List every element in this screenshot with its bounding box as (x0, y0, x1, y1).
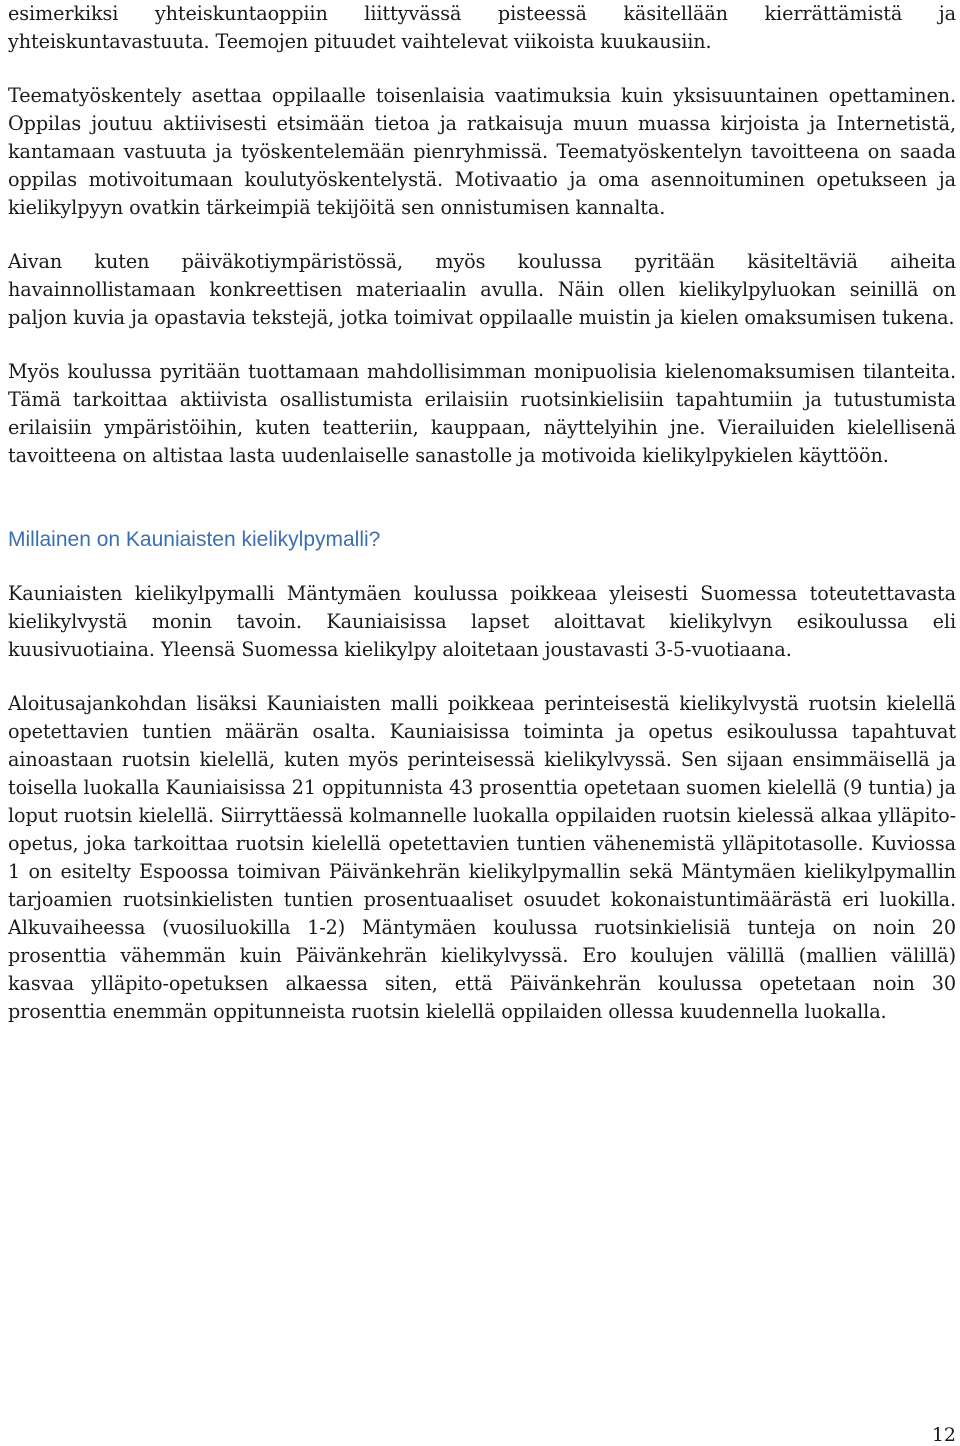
paragraph-gap (8, 332, 956, 358)
paragraph-topic-recycling: esimerkiksi yhteiskuntaoppiin liittyvässä pisteessä käsitellään kierrättämistä ja yhteiskuntavastuuta. Teemojen pituudet vaihtelevat viikoista kuukausiin. (8, 2, 956, 53)
section-heading: Millainen on Kauniaisten kielikylpymalli? (8, 528, 381, 551)
paragraph-gap (8, 56, 956, 82)
paragraph-gap (8, 222, 956, 248)
paragraph-concrete-material: Aivan kuten päiväkotiympäristössä, myös koulussa pyritään käsiteltäviä aiheita havainnollistamaan konkreettisen materiaalin avulla. Näin ollen kielikylpyluokan seinillä on paljon kuvia ja opastavia tekstejä, jotka toimivat oppilaalle muistin ja kielen omaksumisen tukena. (8, 250, 956, 329)
page-number: 12 (931, 1424, 956, 1446)
paragraph-kauniainen-model: Kauniaisten kielikylpymalli Mäntymäen koulussa poikkeaa yleisesti Suomessa toteutettavasta kielikylvystä monin tavoin. Kauniaisissa lapset aloittavat kielikylvyn esikoulussa eli kuusivuotiaina. Yleensä Suomessa kielikylpy aloitetaan joustavasti 3-5-vuotiaana. (8, 582, 956, 661)
paragraph-language-situations: Myös koulussa pyritään tuottamaan mahdollisimman monipuolisia kielenomaksumisen tilanteita. Tämä tarkoittaa aktiivista osallistumista erilaisiin ruotsinkielisiin tapahtumiin ja tutustumista erilaisiin ympäristöihin, kuten teatteriin, kauppaan, näyttelyihin jne. Vierailuiden kielellisenä tavoitteena on altistaa lasta uudenlaiselle sanastolle ja motivoida kielikylpykielen käyttöön. (8, 360, 956, 467)
paragraph-theme-work: Teematyöskentely asettaa oppilaalle toisenlaisia vaatimuksia kuin yksisuuntainen opettaminen. Oppilas joutuu aktiivisesti etsimään tietoa ja ratkaisuja muun muassa kirjoista ja Internetistä, kantamaan vastuuta ja työskentelemään pienryhmissä. Teematyöskentelyn tavoitteena on saada oppilas motivoitumaan koulutyöskentelystä. Motivaatio ja oma asennoituminen opetukseen ja kielikylpyyn ovatkin tärkeimpiä tekijöitä sen onnistumisen kannalta. (8, 84, 956, 219)
document-page (8, 0, 956, 1026)
paragraph-gap (8, 554, 956, 580)
paragraph-lesson-proportions: Aloitusajankohdan lisäksi Kauniaisten malli poikkeaa perinteisestä kielikylvystä ruotsin kielellä opetettavien tuntien määrän osalta. Kauniaisissa toiminta ja opetus esikoulussa tapahtuvat ainoastaan ruotsin kielellä, kuten myös perinteisessä kielikylvyssä. Sen sijaan ensimmäisellä ja toisella luokalla Kauniaisissa 21 oppitunnista 43 prosenttia opetetaan suomen kielellä (9 tuntia) ja loput ruotsin kielellä. Siirryttäessä kolmannelle luokalla oppilaiden ruotsin kielessä alkaa ylläpito-opetus, joka tarkoittaa ruotsin kielellä opetettavien tuntien vähenemistä ylläpitotasolle. Kuviossa 1 on esitelty Espoossa toimivan Päivänkehrän kielikylpymallin sekä Mäntymäen kielikylpymallin tarjoamien ruotsinkielisten tuntien prosentuaaliset osuudet kokonaistuntimäärästä eri luokilla. Alkuvaiheessa (vuosiluokilla 1-2) Mäntymäen koulussa ruotsinkielisiä tunteja on noin 20 prosenttia vähemmän kuin Päivänkehrän kielikylvyssä. Ero koulujen välillä (mallien välillä) kasvaa ylläpito-opetuksen alkaessa siten, että Päivänkehrän koulussa opetetaan noin 30 prosenttia enemmän oppitunneista ruotsin kielellä oppilaiden ollessa kuudennella luokalla. (8, 692, 956, 1023)
paragraph-gap (8, 664, 956, 690)
section-gap (8, 470, 956, 526)
